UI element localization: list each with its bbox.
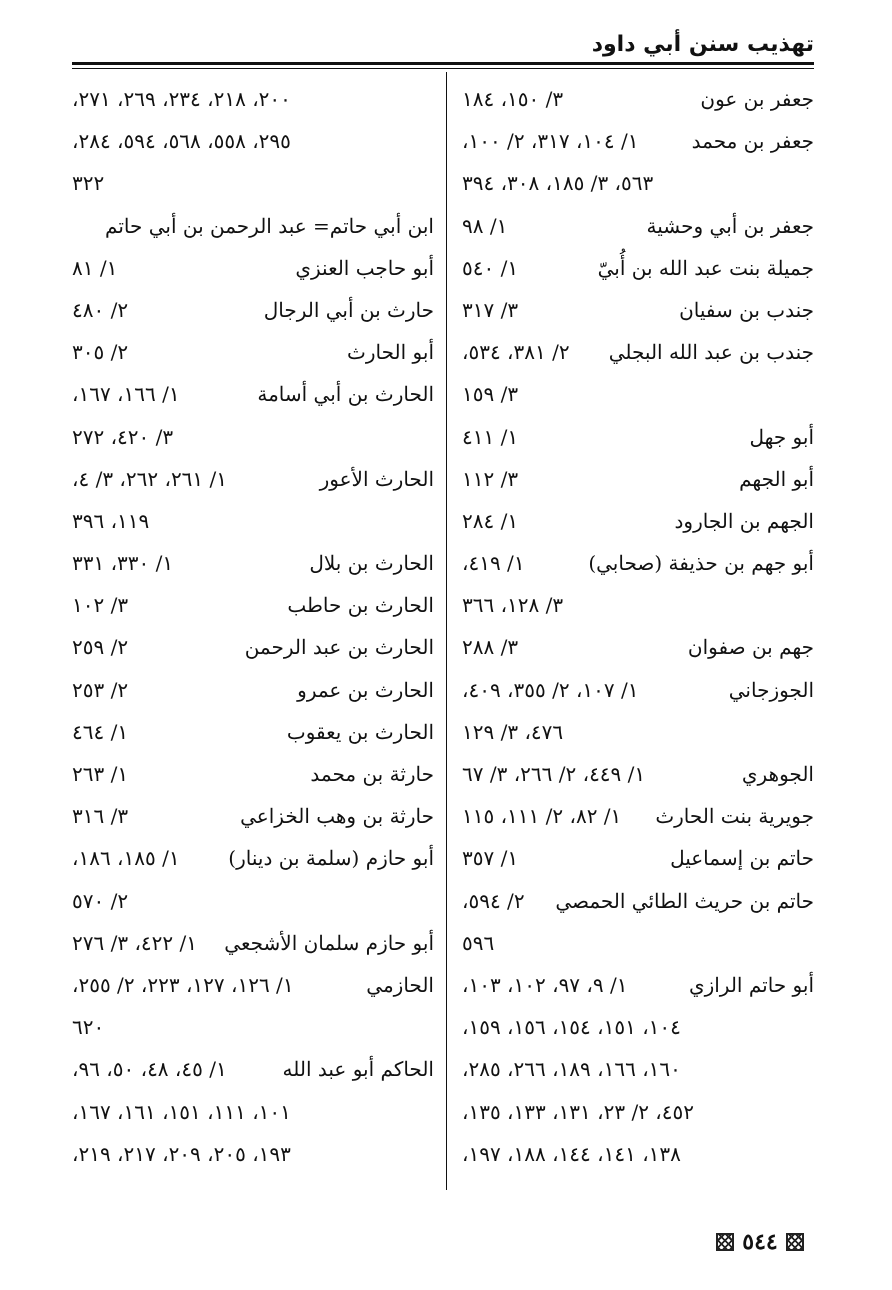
index-entry	[462, 1133, 814, 1175]
entry-references: ١/ ٩٨	[462, 213, 508, 238]
entry-references: ٣/ ١٥٠، ١٨٤	[462, 87, 564, 111]
entry-name: أبو الجهم	[739, 466, 814, 491]
entry-name: أبو حاتم الرازي	[688, 972, 814, 997]
entry-name: الحارث بن عبد الرحمن	[244, 635, 434, 660]
index-entry	[72, 880, 434, 922]
index-entry	[462, 120, 814, 162]
entry-name: جميلة بنت عبد الله بن أُبيّ	[597, 255, 814, 280]
index-entry	[462, 289, 814, 331]
index-entry	[462, 880, 814, 922]
index-entry	[72, 922, 434, 964]
index-entry	[72, 1048, 434, 1090]
entry-name: الحارث الأعور	[319, 466, 434, 491]
page-number: ٥٤٤	[742, 1229, 778, 1255]
entry-references: ٥٦٣، ٣/ ١٨٥، ٣٠٨، ٣٩٤	[462, 171, 654, 196]
index-entry	[462, 1048, 814, 1090]
entry-references: ١/ ٢٨٤	[462, 508, 519, 533]
entry-references: ١١٩، ٣٩٦	[72, 508, 150, 533]
index-entry	[72, 162, 434, 204]
entry-references: ١/ ٣٣٠، ٣٣١	[72, 551, 174, 576]
entry-references: ١٠١، ١١١، ١٥١، ١٦١، ١٦٧،	[72, 1099, 291, 1124]
entry-references: ١/ ٢٦١، ٢٦٢، ٣/ ٤،	[72, 466, 228, 491]
index-entry	[72, 795, 434, 837]
entry-references: ٣/ ٢٨٨	[462, 635, 519, 660]
entry-references: ٣/ ١٠٢	[72, 593, 129, 618]
entry-references: ١/ ٨٢، ٢/ ١١١، ١١٥	[462, 804, 622, 829]
index-entry	[72, 416, 434, 458]
entry-references: ١/ ٤٥، ٤٨، ٥٠، ٩٦،	[72, 1057, 227, 1082]
entry-name: جعفر بن عون	[700, 87, 814, 111]
entry-references: ١/ ٤٦٤	[72, 719, 129, 744]
entry-name: جعفر بن محمد	[691, 129, 814, 154]
index-entry	[72, 331, 434, 373]
entry-references: ١٦٠، ١٦٦، ١٨٩، ٢٦٦، ٢٨٥،	[462, 1057, 681, 1082]
entry-name: حارثة بن محمد	[310, 762, 434, 786]
entry-references: ١/ ١٠٤، ٣١٧، ٢/ ١٠٠،	[462, 129, 639, 154]
entry-name: أبو حاجب العنزي	[295, 255, 434, 280]
entry-references: ٣/ ٣١٧	[462, 297, 519, 322]
index-entry	[72, 205, 434, 247]
entry-name: الحاكم أبو عبد الله	[282, 1057, 434, 1082]
entry-references: ٢/ ٤٨٠	[72, 297, 129, 322]
entry-references: ١/ ١٨٥، ١٨٦،	[72, 846, 180, 871]
entry-references: ١/ ٤٤٩، ٢/ ٢٦٦، ٣/ ٦٧	[462, 762, 646, 786]
ornament-icon	[716, 1233, 734, 1251]
index-entry	[72, 1133, 434, 1175]
entry-references: ١/ ١٢٦، ١٢٧، ٢٢٣، ٢/ ٢٥٥،	[72, 972, 294, 997]
entry-references: ٢/ ٢٥٣	[72, 677, 129, 702]
entry-references: ١/ ٥٤٠	[462, 255, 519, 280]
index-entry	[462, 626, 814, 668]
index-entry	[72, 78, 434, 120]
index-entry	[72, 669, 434, 711]
entry-name: الحارث بن أبي أسامة	[257, 382, 434, 407]
index-entry	[462, 795, 814, 837]
ornament-icon	[786, 1233, 804, 1251]
entry-references: ٣/ ١٢٨، ٣٦٦	[462, 593, 564, 618]
index-entry	[462, 1006, 814, 1048]
index-entry	[72, 753, 434, 795]
index-entry	[462, 711, 814, 753]
entry-references: ١/ ٨١	[72, 255, 118, 280]
index-entry	[72, 247, 434, 289]
entry-name: حاتم بن إسماعيل	[670, 846, 814, 871]
entry-name: الحارث بن حاطب	[287, 593, 434, 618]
index-entry	[462, 458, 814, 500]
entry-name: أبو حازم سلمان الأشجعي	[224, 930, 434, 955]
entry-references: ١/ ١٠٧، ٢/ ٣٥٥، ٤٠٩،	[462, 677, 639, 702]
index-column-left	[72, 78, 434, 1175]
entry-name: الحارث بن يعقوب	[286, 719, 434, 744]
entry-name: الجهم بن الجارود	[674, 508, 814, 533]
entry-name: حارثة بن وهب الخزاعي	[240, 804, 434, 829]
entry-references: ٦٢٠	[72, 1015, 105, 1040]
entry-references: ١٩٣، ٢٠٥، ٢٠٩، ٢١٧، ٢١٩،	[72, 1141, 291, 1166]
entry-references: ١/ ١٦٦، ١٦٧،	[72, 382, 180, 407]
index-entry	[462, 205, 814, 247]
entry-name: حارث بن أبي الرجال	[263, 297, 434, 322]
index-entry	[462, 247, 814, 289]
entry-references: ١٠٤، ١٥١، ١٥٤، ١٥٦، ١٥٩،	[462, 1015, 681, 1040]
entry-references: ٢٠٠، ٢١٨، ٢٣٤، ٢٦٩، ٢٧١،	[72, 87, 291, 111]
entry-references: ٣/ ١٥٩	[462, 382, 519, 407]
index-entry	[462, 584, 814, 626]
index-entry	[462, 837, 814, 879]
entry-name: الجوهري	[741, 762, 814, 786]
entry-references: ٢/ ٣٠٥	[72, 340, 129, 365]
header-rule-thick	[72, 62, 814, 65]
index-entry	[72, 964, 434, 1006]
column-divider	[446, 72, 447, 1190]
entry-references: ٣/ ٣١٦	[72, 804, 129, 829]
entry-name: أبو جهم بن حذيفة (صحابي)	[588, 551, 814, 576]
entry-references: ٣٢٢	[72, 171, 105, 196]
entry-name: أبو جهل	[749, 424, 814, 449]
index-entry	[72, 837, 434, 879]
index-entry	[462, 162, 814, 204]
running-header	[72, 30, 814, 60]
entry-name: ابن أبي حاتم= عبد الرحمن بن أبي حاتم	[105, 213, 434, 238]
entry-name: جندب بن عبد الله البجلي	[608, 340, 814, 365]
entry-references: ١٣٨، ١٤١، ١٤٤، ١٨٨، ١٩٧،	[462, 1141, 681, 1166]
entry-references: ٢/ ٢٥٩	[72, 635, 129, 660]
entry-name: جويرية بنت الحارث	[655, 804, 814, 829]
index-entry	[72, 120, 434, 162]
index-entry	[462, 542, 814, 584]
index-entry	[462, 500, 814, 542]
entry-references: ٤٥٢، ٢/ ٢٣، ١٣١، ١٣٣، ١٣٥،	[462, 1099, 694, 1124]
entry-name: الحازمي	[366, 972, 434, 997]
entry-name: حاتم بن حريث الطائي الحمصي	[555, 888, 814, 913]
entry-references: ٢٩٥، ٥٥٨، ٥٦٨، ٥٩٤، ٢٨٤،	[72, 129, 291, 154]
index-entry	[72, 289, 434, 331]
index-entry	[462, 753, 814, 795]
entry-references: ٢/ ٣٨١، ٥٣٤،	[462, 340, 570, 365]
index-entry	[72, 500, 434, 542]
index-entry	[462, 922, 814, 964]
entry-name: الجوزجاني	[728, 677, 814, 702]
entry-name: الحارث بن عمرو	[297, 677, 434, 702]
entry-name: جندب بن سفيان	[679, 297, 814, 322]
index-entry	[72, 584, 434, 626]
index-entry	[462, 373, 814, 415]
index-column-right	[462, 78, 814, 1175]
entry-references: ٥٩٦	[462, 930, 495, 955]
entry-references: ١/ ٣٥٧	[462, 846, 519, 871]
index-entry	[72, 458, 434, 500]
entry-references: ١/ ٤٢٢، ٣/ ٢٧٦	[72, 930, 197, 955]
entry-name: أبو الحارث	[347, 340, 434, 365]
index-entry	[72, 1091, 434, 1133]
index-entry	[72, 1006, 434, 1048]
entry-references: ٣/ ١١٢	[462, 466, 519, 491]
index-entry	[72, 626, 434, 668]
index-entry	[72, 711, 434, 753]
entry-references: ١/ ٤١١	[462, 424, 519, 449]
header-rule-thin	[72, 68, 814, 69]
index-entry	[462, 669, 814, 711]
index-entry	[462, 1091, 814, 1133]
entry-name: الحارث بن بلال	[309, 551, 434, 576]
index-entry	[462, 78, 814, 120]
entry-references: ٣/ ٤٢٠، ٢٧٢	[72, 424, 174, 449]
entry-references: ٤٧٦، ٣/ ١٢٩	[462, 719, 564, 744]
page-footer	[700, 1226, 820, 1258]
entry-references: ١/ ٩، ٩٧، ١٠٢، ١٠٣،	[462, 972, 628, 997]
index-entry	[462, 416, 814, 458]
entry-name: أبو حازم (سلمة بن دينار)	[228, 846, 434, 871]
index-entry	[462, 331, 814, 373]
book-title: تهذيب سنن أبي داود	[591, 32, 814, 57]
entry-name: جهم بن صفوان	[687, 635, 814, 660]
entry-references: ٢/ ٥٧٠	[72, 888, 129, 913]
entry-name: جعفر بن أبي وحشية	[646, 213, 814, 238]
index-entry	[462, 964, 814, 1006]
index-entry	[72, 373, 434, 415]
entry-references: ٢/ ٥٩٤،	[462, 888, 525, 913]
entry-references: ١/ ٢٦٣	[72, 762, 129, 786]
entry-references: ١/ ٤١٩،	[462, 551, 525, 576]
index-entry	[72, 542, 434, 584]
